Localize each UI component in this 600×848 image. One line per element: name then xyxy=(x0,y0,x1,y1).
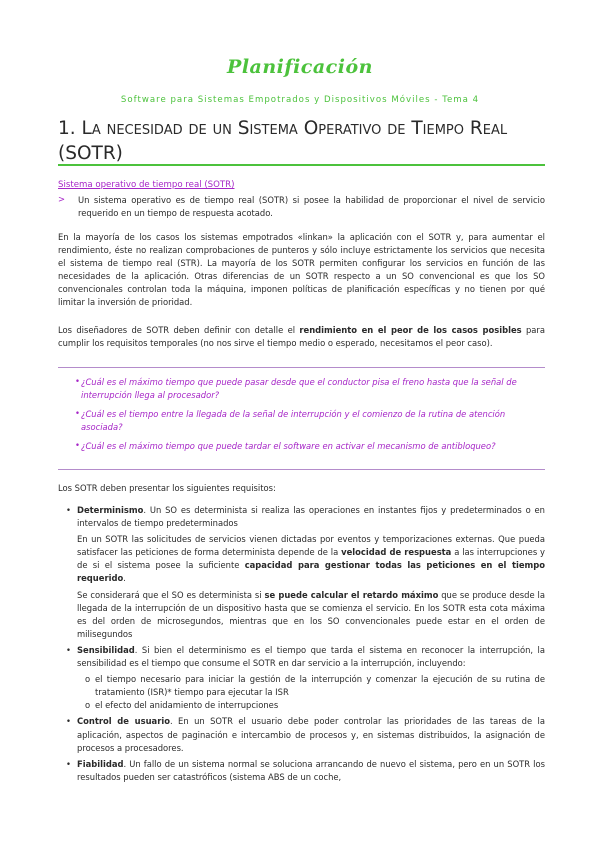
sensibilidad-term: Sensibilidad xyxy=(77,644,135,655)
determinismo-p2-a: En un SOTR las solicitudes de servicios vienen dictadas por eventos y temporizaciones externas. Que pueda satisfacer las peticiones de forma determinista depende de la xyxy=(77,534,545,558)
requirement-bullet: • xyxy=(66,505,71,515)
sensibilidad-subitem xyxy=(77,699,545,712)
question-bullet: • xyxy=(75,376,80,386)
fiabilidad-term: Fiabilidad xyxy=(77,758,124,769)
sub-bullet: o xyxy=(85,674,91,685)
determinismo-paragraph-2 xyxy=(77,533,545,585)
paragraph-2 xyxy=(58,324,545,350)
requirement-bullet: • xyxy=(66,758,71,769)
requirement-bullet: • xyxy=(66,716,71,727)
sub-bullet: o xyxy=(85,700,91,711)
determinismo-p3-c: que se produce desde la llegada de la interrupción de un dispositivo hasta que se comienza el servicio. En los SOTR esta cota máxima es del orden de microsegundos, mientras que en los SO convencionales puede estar en el orden de milisegundos xyxy=(77,589,545,639)
determinismo-text: . Un SO es determinista si realiza las operaciones en instantes fijos y predeterminados o en intervalos de tiempo predeterminados xyxy=(77,505,545,529)
determinismo-term: Determinismo xyxy=(77,505,144,515)
requirement-fiabilidad xyxy=(58,758,545,784)
paragraph-2-before: Los diseñadores de SOTR deben definir con detalle el xyxy=(58,325,300,335)
paragraph-2-bold: rendimiento en el peor de los casos posibles xyxy=(299,325,522,335)
determinismo-p3-bold: se puede calcular el retardo máximo xyxy=(264,589,439,600)
document-title: Planificación xyxy=(227,56,373,78)
section-underline xyxy=(58,164,545,166)
control-text: . En un SOTR el usuario debe poder controlar las prioridades de las tareas de la aplicación, aspectos de paginación e intercambio de procesos y, en sistemas distribuidos, la asignación de procesos a procesadores. xyxy=(77,716,545,753)
questions-bottom-rule xyxy=(58,469,545,470)
fiabilidad-definition xyxy=(77,758,545,784)
determinismo-paragraph-3 xyxy=(77,589,545,641)
question-bullet: • xyxy=(75,440,80,451)
definition-item xyxy=(58,194,545,220)
control-definition xyxy=(77,715,545,754)
document-subtitle: Software para Sistemas Empotrados y Dispositivos Móviles - Tema 4 xyxy=(120,95,480,105)
question-bullet: • xyxy=(75,408,80,419)
determinismo-p2-bold-1: velocidad de respuesta xyxy=(341,547,452,558)
determinismo-p2-bold-2: capacidad para gestionar todas las peticiones en el tiempo requerido xyxy=(77,560,545,584)
question-text: ¿Cuál es el máximo tiempo que puede tardar el software en activar el mecanismo de antibloqueo? xyxy=(81,441,496,452)
fiabilidad-text: . Un fallo de un sistema normal se soluciona arrancando de nuevo el sistema, pero en un SOTR los resultados pueden ser catastróficos (sistema ABS de un coche, xyxy=(77,758,545,782)
subheading: Sistema operativo de tiempo real (SOTR) xyxy=(58,180,235,190)
arrow-marker: > xyxy=(58,194,66,204)
requirement-sensibilidad xyxy=(58,644,545,712)
requirement-control xyxy=(58,715,545,754)
sensibilidad-subitem xyxy=(77,673,545,699)
requirements-list xyxy=(58,504,545,787)
requirement-bullet: • xyxy=(66,644,71,655)
paragraph-1: En la mayoría de los casos los sistemas empotrados «linkan» la aplicación con el SOTR y, para aumentar el rendimiento, éste no realizan comprobaciones de punteros y sólo incluye estrictamente los servicios que necesita el sistema de tiempo real (STR). La mayoría de los SOTR permiten configurar los servicios en función de las necesidades de la aplicación. Otras diferencias de un SOTR respecto a un SO convencional es que los SO convencionales controlan toda la máquina, imponen políticas de planificación específicas y no tienen por qué limitar la inversión de prioridad. xyxy=(58,232,545,308)
requirements-intro: Los SOTR deben presentar los siguientes requisitos: xyxy=(58,483,276,493)
question-item xyxy=(58,408,545,434)
sensibilidad-subitem-text: el tiempo necesario para iniciar la gestión de la interrupción y comenzar la ejecución de su rutina de tratamiento (ISR)* tiempo para ejecutar la ISR xyxy=(95,674,545,698)
question-item xyxy=(58,440,545,453)
requirement-determinismo xyxy=(58,504,545,641)
definition-text: Un sistema operativo es de tiempo real (SOTR) si posee la habilidad de proporcionar el nivel de servicio requerido en un tiempo de respuesta acotado. xyxy=(78,195,545,219)
determinismo-p2-c: a las interrupciones y de si el sistema posee la suficiente xyxy=(77,547,545,571)
paragraph-2-after: para cumplir los requisitos temporales (no nos sirve el tiempo medio o esperado, necesitamos el peor caso). xyxy=(58,325,545,349)
determinismo-definition xyxy=(77,504,545,530)
determinismo-p2-d: . xyxy=(123,573,126,584)
question-item xyxy=(58,376,545,402)
questions-list xyxy=(58,376,545,459)
control-term: Control de usuario xyxy=(77,716,170,727)
determinismo-p3-a: Se considerará que el SO es determinista si xyxy=(77,589,265,600)
sensibilidad-subitem-text: el efecto del anidamiento de interrupciones xyxy=(95,700,279,711)
question-text: ¿Cuál es el tiempo entre la llegada de la señal de interrupción y el comienzo de la rutina de atención asociada? xyxy=(81,409,506,433)
section-heading: 1. La necesidad de un Sistema Operativo de Tiempo Real (SOTR) xyxy=(58,118,508,164)
question-text: ¿Cuál es el máximo tiempo que puede pasar desde que el conductor pisa el freno hasta que la señal de interrupción llega al procesador? xyxy=(81,377,517,401)
sensibilidad-text: . Si bien el determinismo es el tiempo que tarda el sistema en reconocer la interrupción, la sensibilidad es el tiempo que consume el SOTR en dar servicio a la interrupción, incluyendo: xyxy=(77,644,545,669)
sensibilidad-definition xyxy=(77,644,545,670)
questions-top-rule xyxy=(58,367,545,368)
